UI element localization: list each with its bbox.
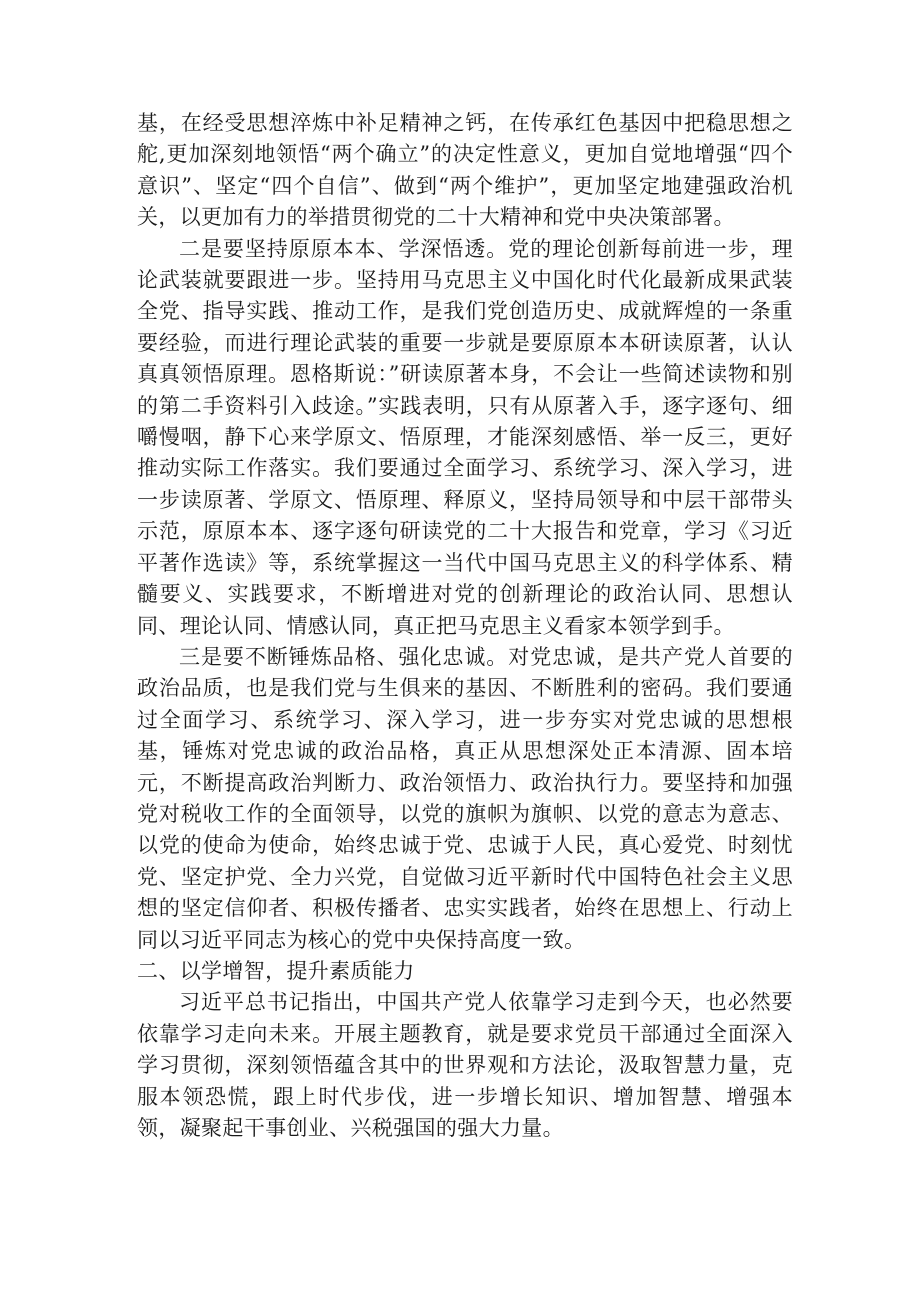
document-body bbox=[137, 108, 793, 1144]
paragraph-point-two: 二是要坚持原原本本、学深悟透。党的理论创新每前进一步，理论武装就要跟进一步。坚持用马克思主义中国化时代化最新成果武装全党、指导实践、推动工作，是我们党创造历史、成就辉煌的一条重要经验，而进行理论武装的重要一步就是要原原本本研读原著，认认真真领悟原理。恩格斯说：”研读原著本身，不会让一些简述读物和别的第二手资料引入歧途。”实践表明，只有从原著入手，逐字逐句、细嚼慢咽，静下心来学原文、悟原理，才能深刻感悟、举一反三，更好推动实际工作落实。我们要通过全面学习、系统学习、深入学习，进一步读原著、学原文、悟原理、释原义，坚持局领导和中层干部带头示范，原原本本、逐字逐句研读党的二十大报告和党章，学习《习近平著作选读》等，系统掌握这一当代中国马克思主义的科学体系、精髓要义、实践要求，不断增进对党的创新理论的政治认同、思想认同、理论认同、情感认同，真正把马克思主义看家本领学到手。 bbox=[137, 236, 793, 638]
paragraph-section-intro: 习近平总书记指出，中国共产党人依靠学习走到今天，也必然要依靠学习走向未来。开展主题教育，就是要求党员干部通过全面深入学习贯彻，深刻领悟蕴含其中的世界观和方法论，汲取智慧力量，克服本领恐慌，跟上时代步伐，进一步增长知识、增加智慧、增强本领，凝聚起干事创业、兴税强国的强大力量。 bbox=[137, 990, 793, 1140]
paragraph-continuation: 基，在经受思想淬炼中补足精神之钙，在传承红色基因中把稳思想之舵,更加深刻地领悟“两个确立”的决定性意义，更加自觉地增强“四个意识”、坚定“四个自信”、做到“两个维护”，更加坚定地建强政治机关，以更加有力的举措贯彻党的二十大精神和党中央决策部署。 bbox=[137, 111, 793, 230]
section-heading: 二、以学增智，提升素质能力 bbox=[137, 958, 415, 983]
paragraph-point-three: 三是要不断锤炼品格、强化忠诚。对党忠诚，是共产党人首要的政治品质，也是我们党与生俱来的基因、不断胜利的密码。我们要通过全面学习、系统学习、深入学习，进一步夯实对党忠诚的思想根基，锤炼对党忠诚的政治品格，真正从思想深处正本清源、固本培元，不断提高政治判断力、政治领悟力、政治执行力。要坚持和加强党对税收工作的全面领导，以党的旗帜为旗帜、以党的意志为意志、以党的使命为使命，始终忠诚于党、忠诚于人民，真心爱党、时刻忧党、坚定护党、全力兴党，自觉做习近平新时代中国特色社会主义思想的坚定信仰者、积极传播者、忠实实践者，始终在思想上、行动上同以习近平同志为核心的党中央保持高度一致。 bbox=[137, 644, 793, 952]
